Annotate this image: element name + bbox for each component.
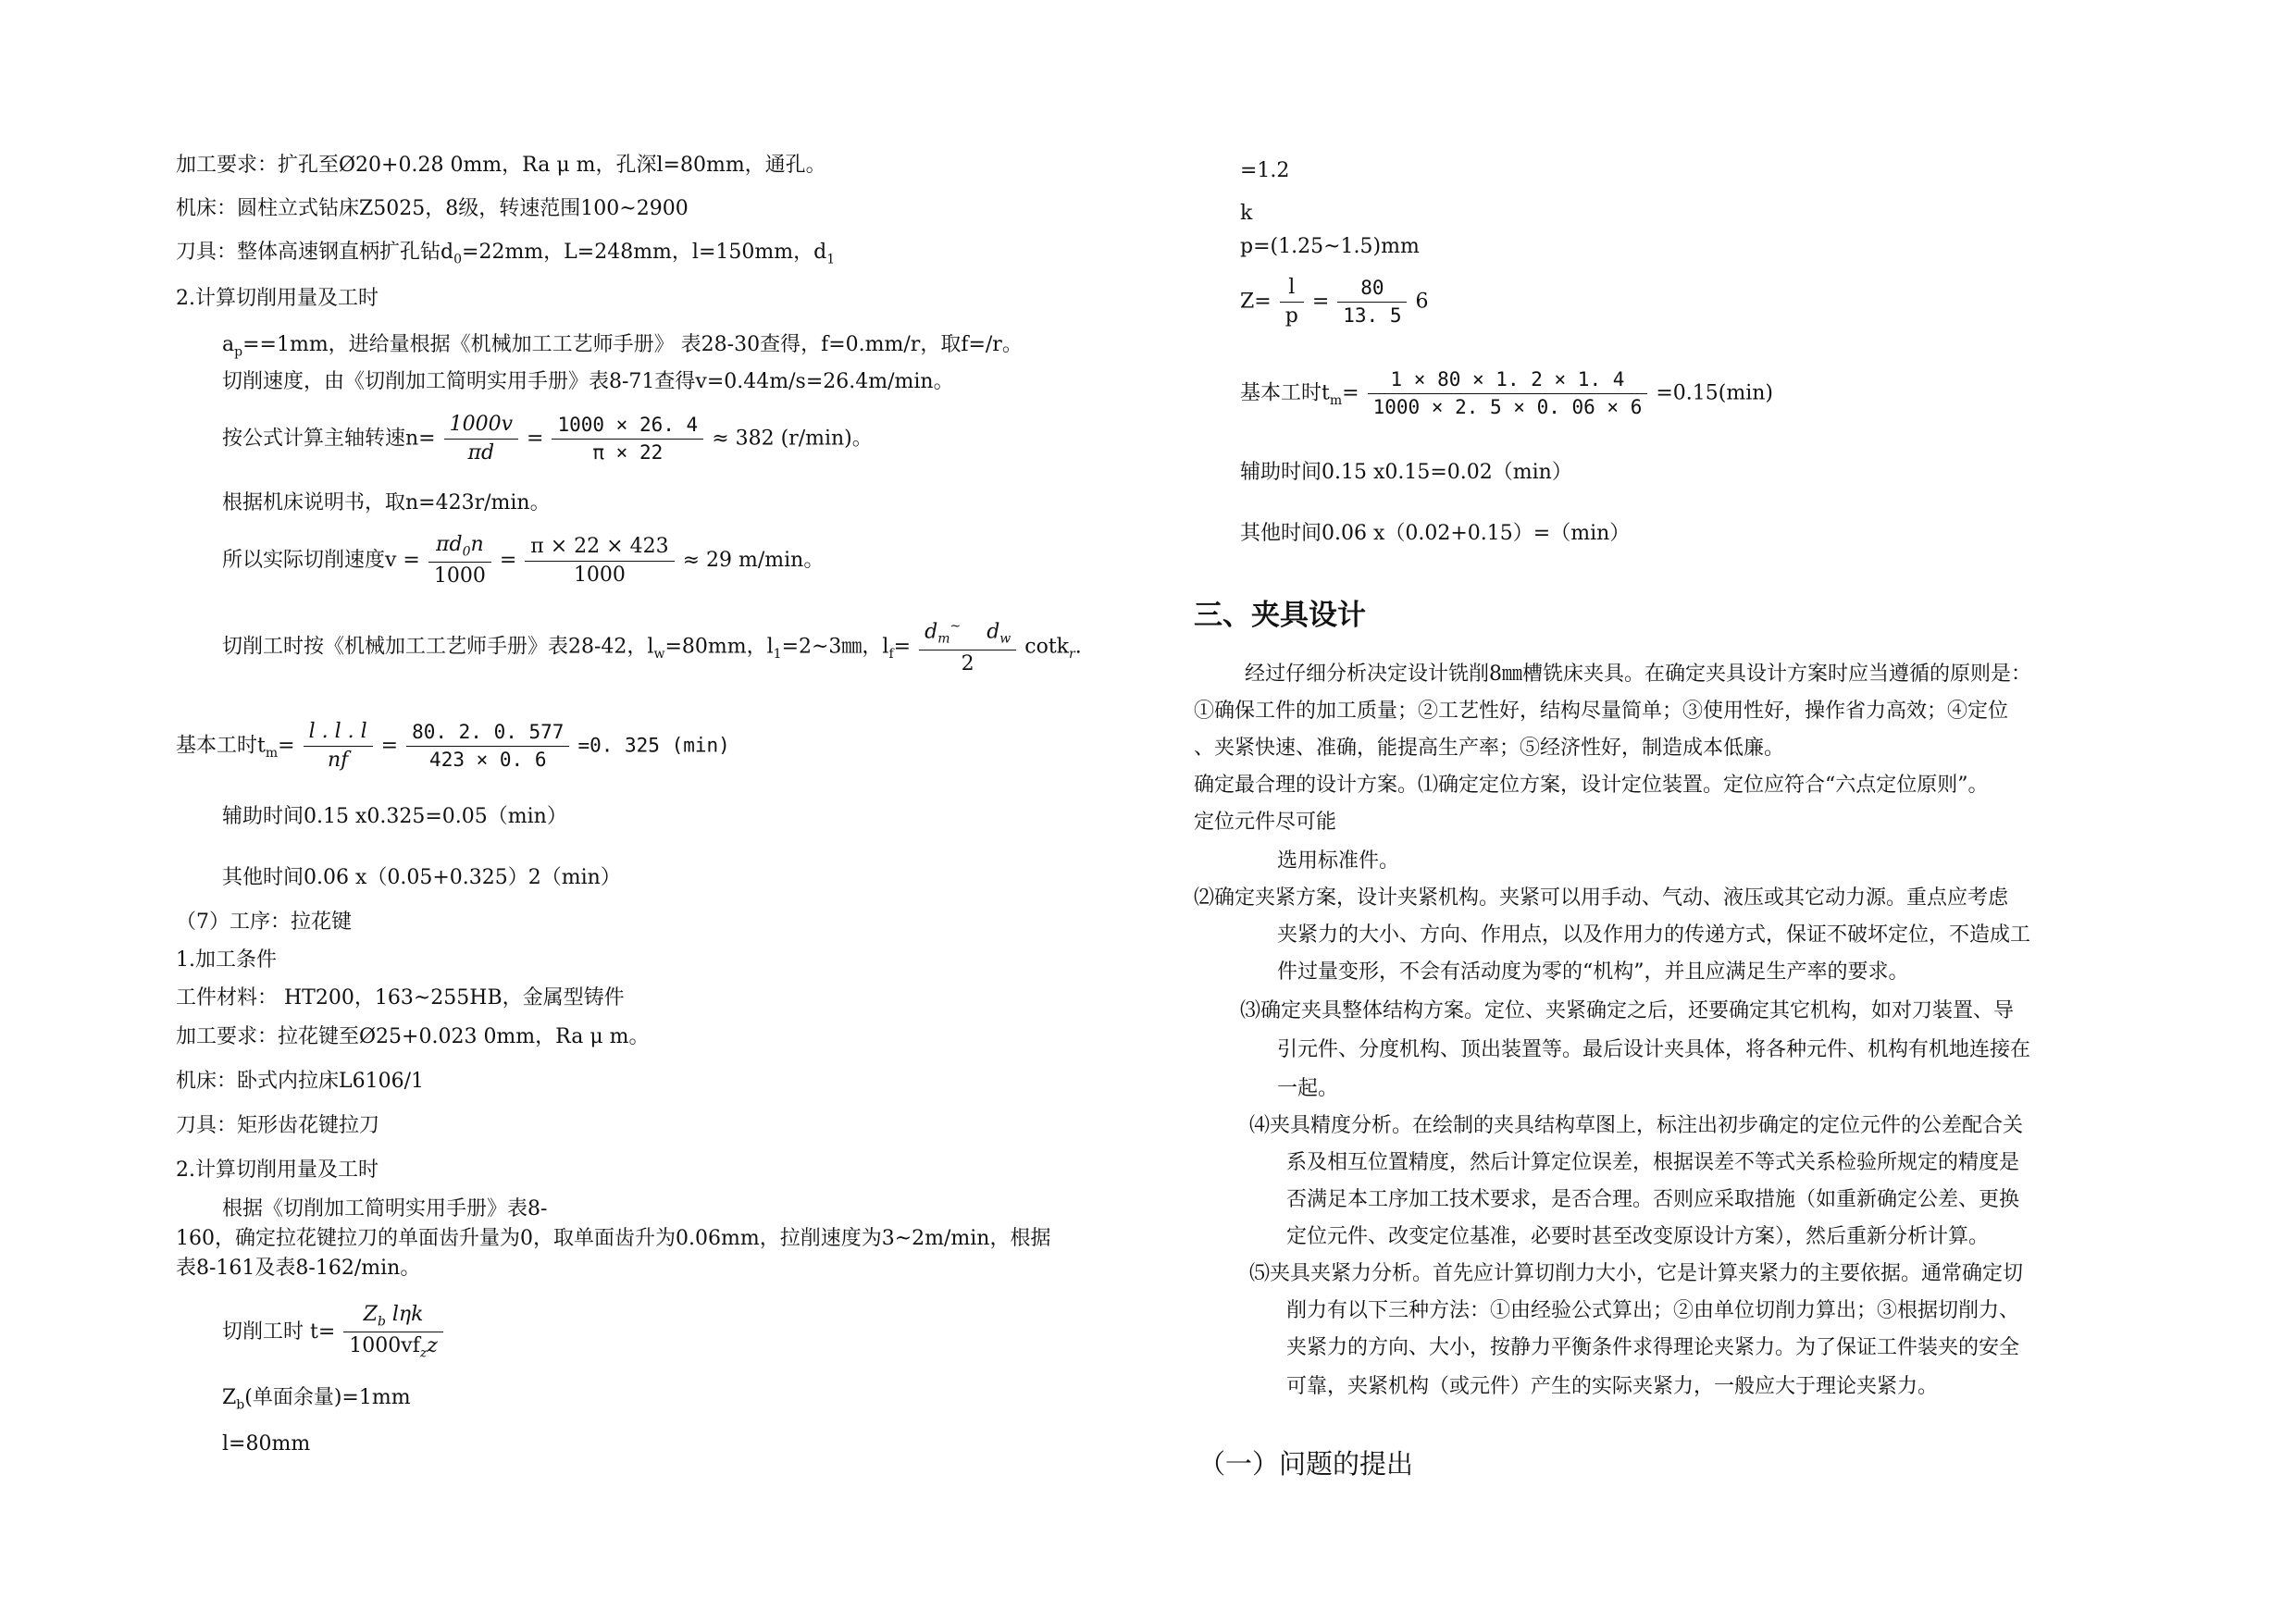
fixture-para-11: 引元件、分度机构、顶出装置等。最后设计夹具体，将各种元件、机构有机地连接在 xyxy=(1277,1038,2031,1061)
cutting-speed-line: 切削速度，由《切削加工简明实用手册》表8-71查得v=0.44m/s=26.4m/min。 xyxy=(222,370,954,393)
fixture-para-17: ⑸夹具夹紧力分析。首先应计算切削力大小，它是计算夹紧力的主要依据。通常确定切 xyxy=(1249,1262,2024,1285)
fixture-para-8: 夹紧力的大小、方向、作用点，以及作用力的传递方式，保证不破坏定位，不造成工 xyxy=(1277,923,2031,947)
pitch-line: p=(1.25~1.5)mm xyxy=(1240,235,1420,258)
section-heading-fixture-design: 三、夹具设计 xyxy=(1194,599,1366,632)
broach-basic-time-fraction: $\frac{1 \times 80 \times 1. 2 \times 1. 4}{1000 \times 2. 5 \times 0. 06 \times 6}$ xyxy=(1368,370,1648,417)
fixture-para-12: 一起。 xyxy=(1277,1077,1339,1100)
teeth-count-fraction-1: $\frac{l}{p}$ xyxy=(1280,278,1304,327)
broach-basic-time-formula: 基本工时$t_m=$ $\frac{1 \times 80 \times 1. 2 \times 1. 4}{1000 \times 2. 5 \times 0. 06 \times 6}$ =0.15(min) xyxy=(1240,368,1774,418)
broach-other-time-line: 其他时间0.06 x（0.02+0.15）=（min） xyxy=(1240,522,1631,545)
teeth-count-formula: Z= $\frac{l}{p}$ = $\frac{80}{13. 5}$ 6 xyxy=(1240,276,1429,328)
fixture-para-4: 确定最合理的设计方案。⑴确定定位方案，设计定位装置。定位应符合“六点定位原则”。 xyxy=(1194,774,1989,797)
depth-of-cut-line: $a_p==1mm$，进给量根据《机械加工工艺师手册》 表28-30查得，f=0.mm/r，取f=/r。 xyxy=(222,333,1023,360)
spindle-speed-fraction-1: $\frac{1000v}{\pi d}$ xyxy=(444,415,518,464)
workpiece-material-line: 工件材料： HT200，163~255HB，金属型铸件 xyxy=(176,986,625,1010)
process-step-7-heading: （7）工序：拉花键 xyxy=(176,911,352,934)
fixture-para-13: ⑷夹具精度分析。在绘制的夹具结构草图上，标注出初步确定的定位元件的公差配合关 xyxy=(1249,1114,2024,1137)
broach-reference-line: 根据《切削加工简明实用手册》表8- xyxy=(222,1197,548,1220)
cutting-time-lengths-line: 切削工时按《机械加工工艺师手册》表28-42，$l_w=80mm$，$l_1=2\sim 3㎜$，$l_f=$ $\frac{d_m^\sim d_w}{2}$ cotk$_r$. xyxy=(222,619,1082,675)
cutting-tool-line: 刀具：整体高速钢直柄扩孔钻$d_0=22mm$，L=248mm，l=150mm，$d_1$ xyxy=(176,241,836,267)
fixture-para-1: 经过仔细分析决定设计铣削8㎜槽铣床夹具。在确定夹具设计方案时应当遵循的原则是： xyxy=(1245,663,2031,686)
spline-requirement-line: 加工要求：拉花键至Ø25+0.023 0mm，Ra μ m。 xyxy=(176,1025,650,1048)
actual-speed-fraction-2: $\frac{\pi \times 22 \times 423}{1000}$ xyxy=(525,537,674,586)
fixture-para-20: 可靠，夹紧机构（或元件）产生的实际夹紧力，一般应大于理论夹紧力。 xyxy=(1286,1375,1939,1398)
fixture-para-5: 定位元件尽可能 xyxy=(1194,811,1337,834)
subsection-heading-problem: （一）问题的提出 xyxy=(1198,1448,1414,1480)
fixture-para-14: 系及相互位置精度，然后计算定位误差，根据误差不等式关系检验所规定的精度是 xyxy=(1286,1151,2020,1174)
fixture-para-2: ①确保工件的加工质量；②工艺性好，结构尽量简单；③使用性好，操作省力高效；④定位 xyxy=(1194,700,2009,723)
fixture-para-6: 选用标准件。 xyxy=(1277,849,1400,873)
basic-time-formula: 基本工时$t_m=$ $\frac{l . l . l}{nf}$ = $\frac{80. 2. 0. 577}{423 \times 0. 6}$ =0. 325 (min) xyxy=(176,720,730,772)
actual-cutting-speed-formula: 所以实际切削速度v = $\frac{\pi d_0n}{1000}$ = $\frac{\pi \times 22 \times 423}{1000}$ ≈ 29 m/min。 xyxy=(222,533,825,588)
auxiliary-time-line: 辅助时间0.15 x0.325=0.05（min） xyxy=(222,805,567,828)
broach-tool-line: 刀具：矩形齿花键拉刀 xyxy=(176,1114,380,1137)
fixture-para-19: 夹紧力的方向、大小，按静力平衡条件求得理论夹紧力。为了保证工件装夹的安全 xyxy=(1286,1336,2020,1359)
teeth-count-fraction-2: $\frac{80}{13. 5}$ xyxy=(1337,279,1407,326)
single-side-allowance-line: $Z_b$(单面余量)=1mm xyxy=(222,1386,411,1413)
broach-time-fraction: $\frac{Z_b l\eta k}{1000vf_zz}$ xyxy=(343,1305,443,1360)
machining-requirement-line: 加工要求：扩孔至Ø20+0.28 0mm，Ra μ m，孔深l=80mm，通孔。 xyxy=(176,154,826,177)
machining-conditions-heading: 1.加工条件 xyxy=(176,948,277,972)
other-time-line: 其他时间0.06 x（0.05+0.325）2（min） xyxy=(222,866,621,889)
basic-time-fraction-2: $\frac{80. 2. 0. 577}{423 \times 0. 6}$ xyxy=(406,723,569,770)
actual-speed-fraction-1: $\frac{\pi d_0n}{1000}$ xyxy=(428,535,491,587)
spindle-speed-fraction-2: $\frac{1000 \times 26. 4}{\pi \times 22}$ xyxy=(552,415,703,463)
value-line-k: k xyxy=(1240,202,1253,225)
fixture-para-16: 定位元件、改变定位基准，必要时甚至改变原设计方案），然后重新分析计算。 xyxy=(1286,1225,1990,1248)
value-line-1-2: =1.2 xyxy=(1240,159,1290,182)
broach-auxiliary-time-line: 辅助时间0.15 x0.15=0.02（min） xyxy=(1240,461,1572,484)
fixture-para-9: 件过量变形，不会有活动度为零的“机构”，并且应满足生产率的要求。 xyxy=(1277,960,1909,984)
machine-tool-line: 机床：圆柱立式钻床Z5025，8级，转速范围100~2900 xyxy=(176,197,689,220)
spindle-speed-choice-line: 根据机床说明书，取n=423r/min。 xyxy=(222,491,551,514)
fixture-para-10: ⑶确定夹具整体结构方案。定位、夹紧确定之后，还要确定其它机构，如对刀装置、导 xyxy=(1240,999,2015,1022)
section-heading-cutting-calc: 2.计算切削用量及工时 xyxy=(176,287,379,310)
broach-table-line: 表8-161及表8-162/min。 xyxy=(176,1257,421,1280)
broach-cutting-time-formula: 切削工时 t= $\frac{Z_b l\eta k}{1000vf_zz}$ xyxy=(222,1305,445,1360)
basic-time-fraction-1: $\frac{l . l . l}{nf}$ xyxy=(304,722,373,771)
broach-tooth-rise-line: 160，确定拉花键拉刀的单面齿升量为0，取单面齿升为0.06mm，拉削速度为3~2m/min，根据 xyxy=(176,1227,1051,1250)
length-line: l=80mm xyxy=(222,1432,311,1456)
section-heading-cutting-calc-2: 2.计算切削用量及工时 xyxy=(176,1158,379,1182)
broaching-machine-line: 机床：卧式内拉床L6106/1 xyxy=(176,1070,425,1093)
lf-fraction: $\frac{d_m^\sim d_w}{2}$ xyxy=(919,620,1016,675)
fixture-para-15: 否满足本工序加工技术要求，是否合理。否则应采取措施（如重新确定公差、更换 xyxy=(1286,1188,2020,1211)
fixture-para-18: 削力有以下三种方法：①由经验公式算出；②由单位切削力算出；③根据切削力、 xyxy=(1286,1299,2020,1322)
fixture-para-7: ⑵确定夹紧方案，设计夹紧机构。夹紧可以用手动、气动、液压或其它动力源。重点应考虑 xyxy=(1194,886,2009,910)
spindle-speed-formula: 按公式计算主轴转速n= $\frac{1000v}{\pi d}$ = $\frac{1000 \times 26. 4}{\pi \times 22}$ ≈ 382 (r/min)。 xyxy=(222,413,873,465)
fixture-para-3: 、夹紧快速、准确，能提高生产率；⑤经济性好，制造成本低廉。 xyxy=(1194,737,1785,760)
